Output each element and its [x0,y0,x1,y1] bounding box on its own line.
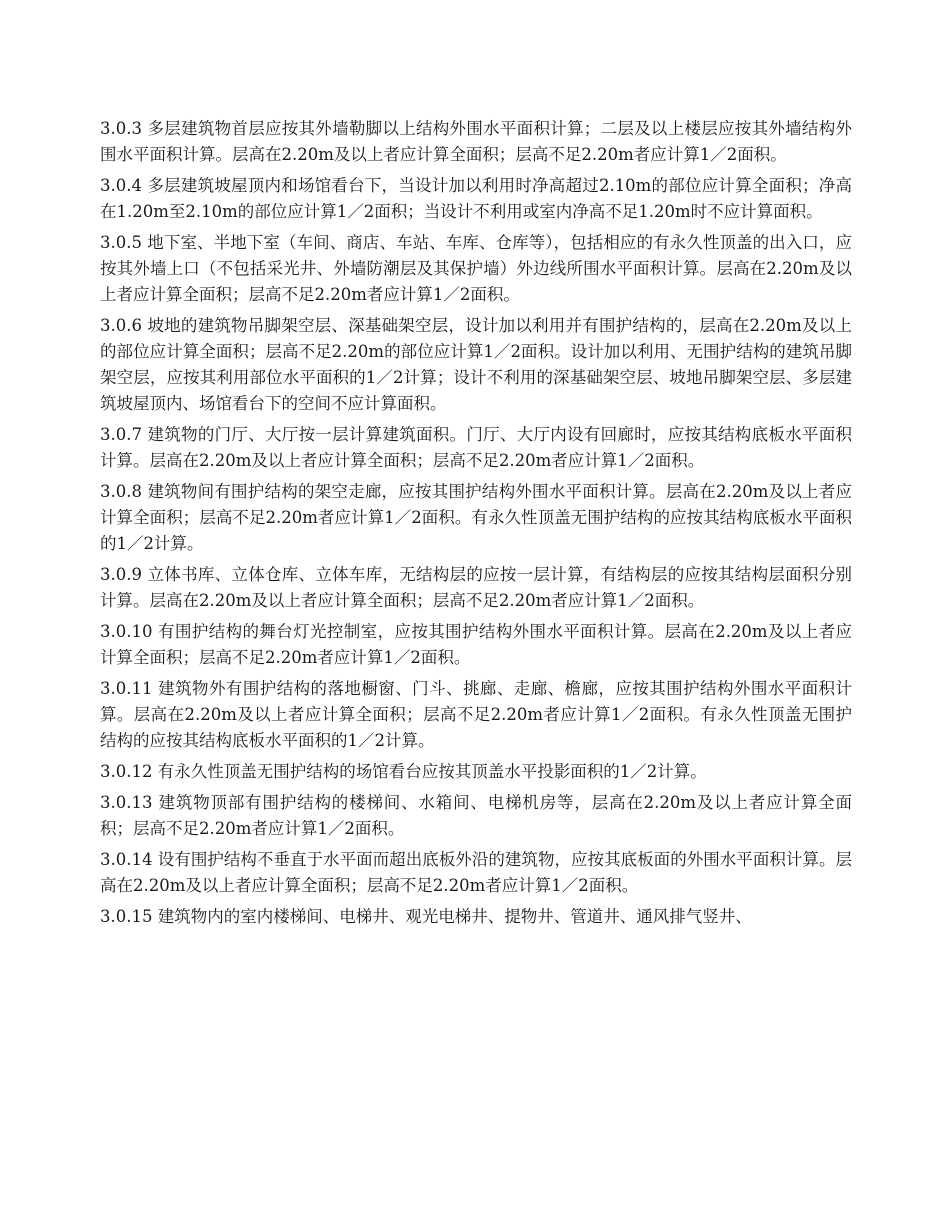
clause-3-0-12: 3.0.12 有永久性顶盖无围护结构的场馆看台应按其顶盖水平投影面积的1／2计算。 [100,762,707,781]
clause-3-0-15: 3.0.15 建筑物内的室内楼梯间、电梯井、观光电梯井、提物井、管道井、通风排气竖井、 [100,907,752,926]
clause-3-0-14: 3.0.14 设有围护结构不垂直于水平面而超出底板外沿的建筑物，应按其底板面的外围水平面积计算。层高在2.20m及以上者应计算全面积；层高不足2.20m者应计算1／2面积。 [100,850,852,895]
clause-3-0-4: 3.0.4 多层建筑坡屋顶内和场馆看台下，当设计加以利用时净高超过2.10m的部位应计算全面积；净高在1.20m至2.10m的部位应计算1／2面积；当设计不利用或室内净高不足1.20m时不应计算面积。 [100,176,852,221]
clause-3-0-11: 3.0.11 建筑物外有围护结构的落地橱窗、门斗、挑廊、走廊、檐廊，应按其围护结构外围水平面积计算。层高在2.20m及以上者应计算全面积；层高不足2.20m者应计算1／2面积。有永久性顶盖无围护结构的应按其结构底板水平面积的1／2计算。 [100,679,852,750]
clause-3-0-6: 3.0.6 坡地的建筑物吊脚架空层、深基础架空层，设计加以利用并有围护结构的，层高在2.20m及以上的部位应计算全面积；层高不足2.20m的部位应计算1／2面积。设计加以利用、无围护结构的建筑吊脚架空层，应按其利用部位水平面积的1／2计算；设计不利用的深基础架空层、坡地吊脚架空层、多层建筑坡屋顶内、场馆看台下的空间不应计算面积。 [100,316,852,413]
clause-3-0-7: 3.0.7 建筑物的门厅、大厅按一层计算建筑面积。门厅、大厅内设有回廊时，应按其结构底板水平面积计算。层高在2.20m及以上者应计算全面积；层高不足2.20m者应计算1／2面积。 [100,425,852,470]
clause-3-0-9: 3.0.9 立体书库、立体仓库、立体车库，无结构层的应按一层计算，有结构层的应按其结构层面积分别计算。层高在2.20m及以上者应计算全面积；层高不足2.20m者应计算1／2面积。 [100,565,852,610]
clause-3-0-5: 3.0.5 地下室、半地下室（车间、商店、车站、车库、仓库等），包括相应的有永久性顶盖的出入口，应按其外墙上口（不包括采光井、外墙防潮层及其保护墙）外边线所围水平面积计算。层高在2.20m及以上者应计算全面积；层高不足2.20m者应计算1／2面积。 [100,233,852,304]
clause-3-0-8: 3.0.8 建筑物间有围护结构的架空走廊，应按其围护结构外围水平面积计算。层高在2.20m及以上者应计算全面积；层高不足2.20m者应计算1／2面积。有永久性顶盖无围护结构的应按其结构底板水平面积的1／2计算。 [100,482,852,553]
clause-3-0-10: 3.0.10 有围护结构的舞台灯光控制室，应按其围护结构外围水平面积计算。层高在2.20m及以上者应计算全面积；层高不足2.20m者应计算1／2面积。 [100,622,852,667]
clause-3-0-13: 3.0.13 建筑物顶部有围护结构的楼梯间、水箱间、电梯机房等，层高在2.20m及以上者应计算全面积；层高不足2.20m者应计算1／2面积。 [100,793,852,838]
clause-3-0-3: 3.0.3 多层建筑物首层应按其外墙勒脚以上结构外围水平面积计算；二层及以上楼层应按其外墙结构外围水平面积计算。层高在2.20m及以上者应计算全面积；层高不足2.20m者应计算1／2面积。 [100,119,852,164]
document-body [100,116,852,935]
